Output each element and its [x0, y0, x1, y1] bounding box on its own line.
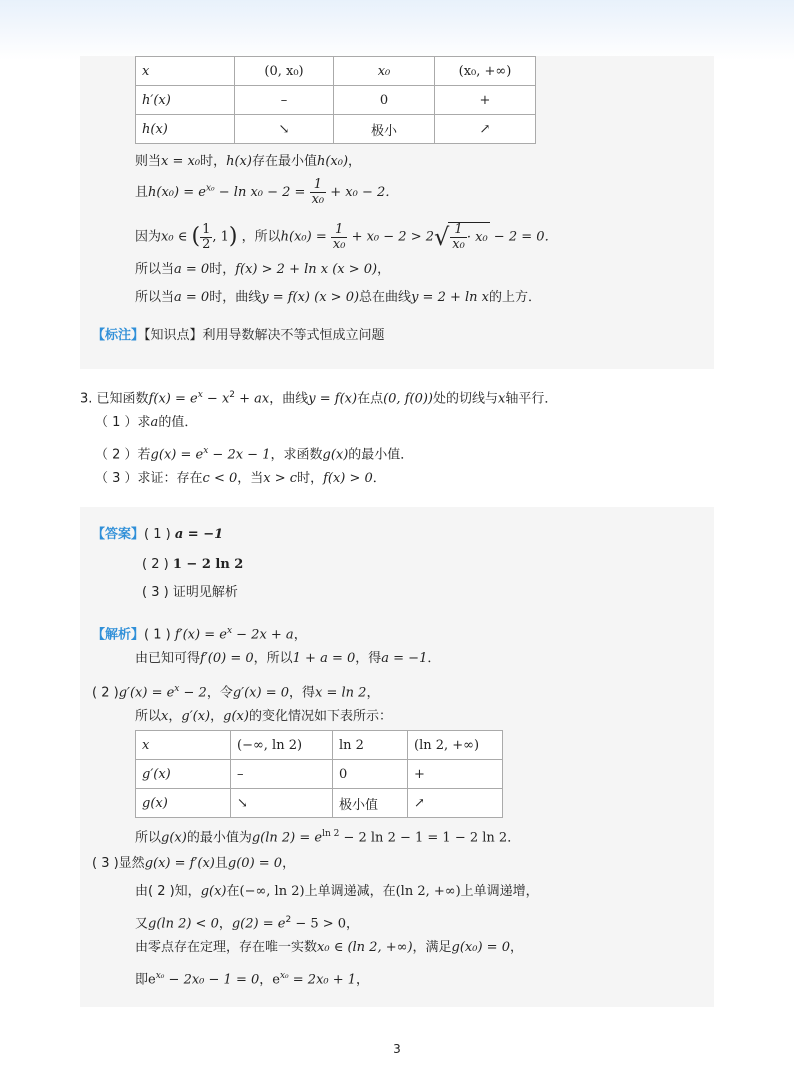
fraction: $\frac{1}{\text{x₀}}$ — [332, 221, 346, 252]
table-row — [136, 760, 503, 789]
table-cell: ↗ — [408, 789, 503, 818]
table-cell: x₀ — [334, 57, 435, 86]
table-cell: 极小值 — [333, 789, 408, 818]
table-cell: 0 — [333, 760, 408, 789]
answer-tag: 【答案】 — [92, 527, 145, 542]
table-cell: + — [408, 760, 503, 789]
question-part-3: （ 3 ）求证：存在c < 0，当x > c时，f(x) > 0． — [95, 471, 386, 486]
table-cell: h(x) — [136, 115, 235, 144]
question-part-2: （ 2 ）若$g(x) = e^x - 2x - 1$，求函数g(x)的最小值． — [95, 446, 414, 463]
table-cell: – — [231, 760, 333, 789]
analysis-tag: 【解析】 — [92, 627, 145, 643]
analysis-line: 又g(ln 2) < 0，$g(2) = e^2 - 5 > 0$， — [135, 915, 360, 932]
fraction: $\frac{1}{2}$ — [202, 221, 211, 252]
table-cell: x — [136, 57, 235, 86]
table-cell: (−∞, ln 2) — [231, 731, 333, 760]
answer-line-1: 【答案】( 1 ) a = −1 — [92, 527, 224, 542]
analysis-line: 由已知可得f′(0) = 0，所以1 + a = 0，得a = −1． — [135, 651, 441, 666]
variation-table-h — [135, 56, 536, 144]
answer-line-3: ( 3 ) 证明见解析 — [142, 585, 238, 600]
table-cell: g′(x) — [136, 760, 231, 789]
table-cell: – — [235, 86, 334, 115]
table-cell: (x₀, +∞) — [435, 57, 536, 86]
table-cell: (0, x₀) — [235, 57, 334, 86]
answer-line-2: ( 2 ) 1 − 2 ln 2 — [142, 557, 244, 572]
table-cell: ↘ — [235, 115, 334, 144]
page-number: 3 — [393, 1042, 401, 1056]
table-row — [136, 57, 536, 86]
variation-table-g — [135, 730, 503, 818]
solution-line: 所以当a = 0时，f(x) > 2 + ln x (x > 0)， — [135, 262, 391, 277]
analysis-line: 由( 2 )知，g(x)在(−∞, ln 2)上单调递减，在(ln 2, +∞)上单调递增， — [135, 884, 539, 899]
solution-line: 因为x₀ ∈ ( $\frac{1}{2}$ , 1) ，所以h(x₀) = $\frac{1}{\text{x₀}}$ + x₀ − 2 > 2√ $\frac{1}{\text{x₀}}$ · x₀ − 2 = 0． — [135, 221, 558, 252]
solution-line: 所以当a = 0时，曲线y = f(x) (x > 0)总在曲线y = 2 + ln x的上方． — [135, 290, 542, 305]
solution-line: 则当x = x₀时，h(x)存在最小值h(x₀)， — [135, 154, 362, 169]
solution-panel-previous — [80, 56, 714, 369]
header-band — [0, 0, 794, 60]
solution-line: 且$h(x_0) = e^{x_0} - \ln x_0 - 2$ = $\frac{1}{\text{x₀}}$ + x₀ − 2． — [135, 177, 399, 207]
table-cell: 0 — [334, 86, 435, 115]
analysis-line: ( 2 )$g'(x) = e^x - 2$，令g′(x) = 0，得x = ln 2， — [92, 684, 380, 701]
answer-panel — [80, 507, 714, 1007]
table-cell: ln 2 — [333, 731, 408, 760]
table-cell: x — [136, 731, 231, 760]
analysis-line: 由零点存在定理，存在唯一实数x₀ ∈ (ln 2, +∞)，满足g(x₀) = 0， — [135, 940, 523, 955]
analysis-line: ( 3 )显然g(x) = f′(x)且g(0) = 0， — [92, 856, 296, 871]
table-row — [136, 115, 536, 144]
fraction: $\frac{1}{\text{x₀}}$ — [311, 177, 325, 207]
fraction: $\frac{1}{\text{x₀}}$ — [452, 222, 465, 252]
table-row — [136, 731, 503, 760]
analysis-line: 即$e^{x_0} - 2x_0 - 1 = 0$，$e^{x_0} = 2x_0 + 1$， — [135, 971, 370, 988]
table-cell: g(x) — [136, 789, 231, 818]
analysis-line: 所以x，g′(x)，g(x)的变化情况如下表所示： — [135, 709, 392, 724]
table-row — [136, 789, 503, 818]
table-cell: ↘ — [231, 789, 333, 818]
question-part-1: （ 1 ）求a的值． — [95, 415, 198, 430]
question-number: 3. — [80, 391, 93, 407]
table-cell: h′(x) — [136, 86, 235, 115]
question-stem: 3. 已知函数$f(x) = e^x - x^2$ + ax，曲线y = f(x)在点(0, f(0))处的切线与x轴平行． — [80, 390, 558, 407]
table-cell: ↗ — [435, 115, 536, 144]
note-line: 【标注】【知识点】利用导数解决不等式恒成立问题 — [92, 328, 385, 343]
analysis-line: 所以g(x)的最小值为g(ln $2) = e^{ln 2} - 2$ ln 2 − 1 = 1 − 2 ln 2． — [135, 829, 521, 846]
table-cell: (ln 2, +∞) — [408, 731, 503, 760]
analysis-line: 【解析】( 1 ) $f'(x) = e^x - 2x + a$， — [92, 626, 307, 643]
table-row — [136, 86, 536, 115]
table-cell: 极小 — [334, 115, 435, 144]
table-cell: + — [435, 86, 536, 115]
note-tag: 【标注】 — [92, 328, 145, 343]
